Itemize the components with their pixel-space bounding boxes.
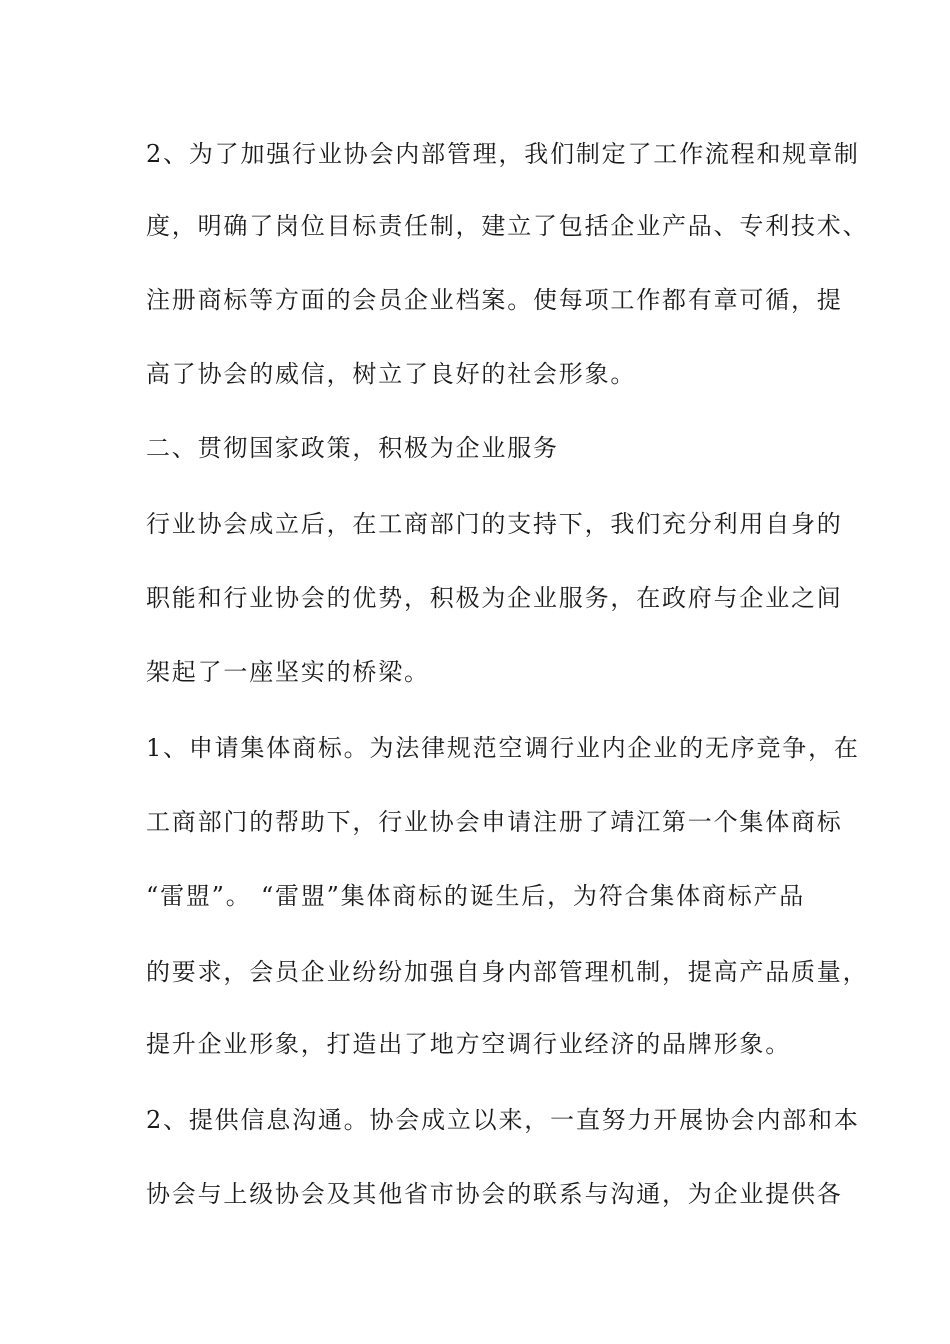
- paragraph-line: 2、提供信息沟通。协会成立以来，一直努力开展协会内部和本: [146, 1106, 860, 1134]
- paragraph-line: 高了协会的威信，树立了良好的社会形象。: [146, 360, 637, 388]
- paragraph-line: 架起了一座坚实的桥梁。: [146, 658, 430, 686]
- paragraph-line: 职能和行业协会的优势，积极为企业服务，在政府与企业之间: [146, 584, 843, 612]
- paragraph-line: 协会与上级协会及其他省市协会的联系与沟通，为企业提供各: [146, 1180, 843, 1208]
- paragraph-line: 度，明确了岗位目标责任制，建立了包括企业产品、专利技术、: [146, 212, 869, 240]
- section-heading: 二、贯彻国家政策，积极为企业服务: [146, 434, 559, 462]
- paragraph-line: 工商部门的帮助下，行业协会申请注册了靖江第一个集体商标: [146, 808, 843, 836]
- paragraph-line: “雷盟”。 “雷盟”集体商标的诞生后，为符合集体商标产品: [146, 882, 806, 910]
- paragraph-line: 提升企业形象，打造出了地方空调行业经济的品牌形象。: [146, 1030, 791, 1058]
- paragraph-line: 的要求，会员企业纷纷加强自身内部管理机制，提高产品质量，: [146, 958, 869, 986]
- paragraph-line: 行业协会成立后，在工商部门的支持下，我们充分利用自身的: [146, 510, 843, 538]
- paragraph-line: 1、申请集体商标。为法律规范空调行业内企业的无序竞争，在: [146, 734, 860, 762]
- paragraph-line: 2、为了加强行业协会内部管理，我们制定了工作流程和规章制: [146, 140, 860, 168]
- paragraph-line: 注册商标等方面的会员企业档案。使每项工作都有章可循，提: [146, 286, 843, 314]
